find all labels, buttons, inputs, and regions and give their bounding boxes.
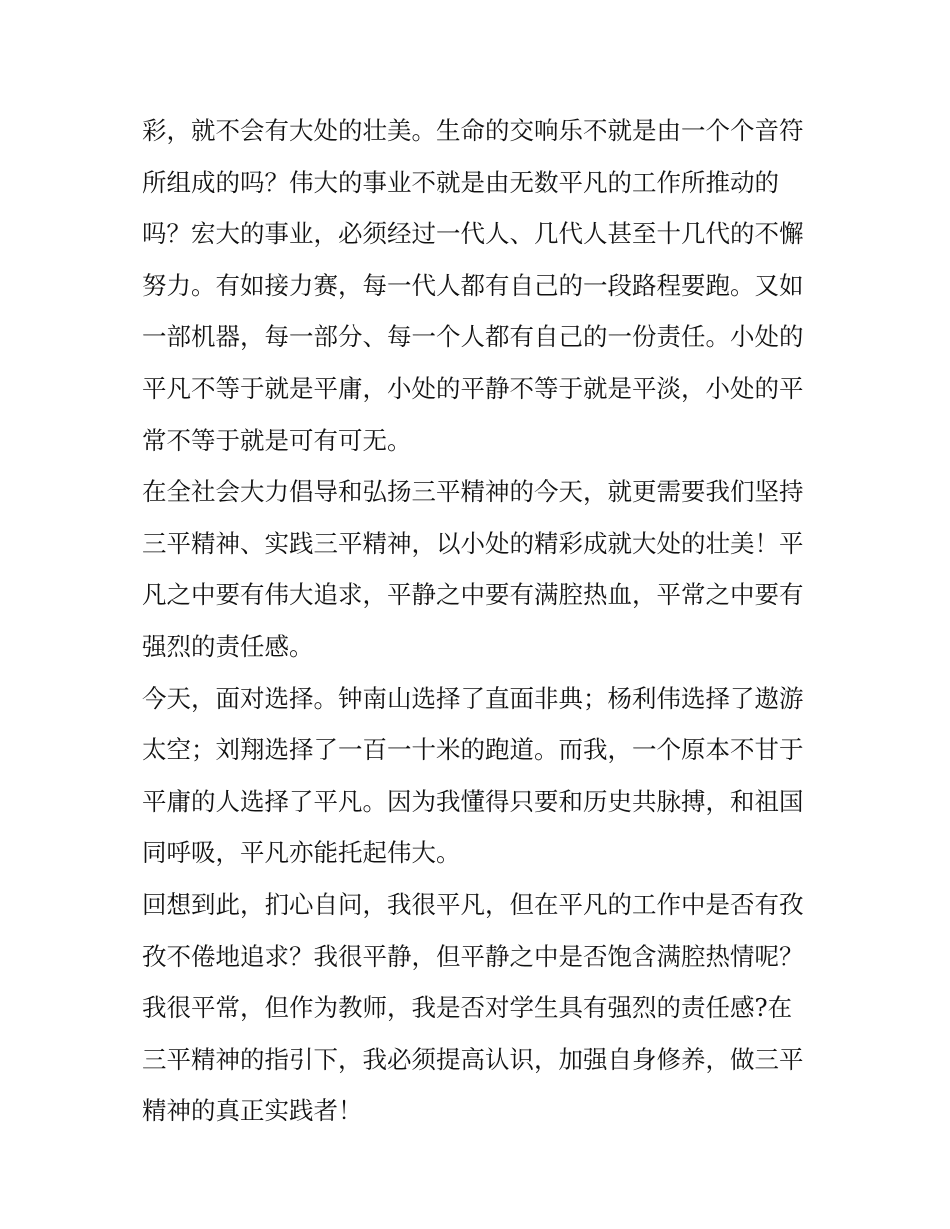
text-line: 太空；刘翔选择了一百一十米的跑道。而我，一个原本不甘于	[142, 735, 804, 765]
text-line: 凡之中要有伟大追求，平静之中要有满腔热血，平常之中要有	[142, 580, 804, 610]
text-line: 平庸的人选择了平凡。因为我懂得只要和历史共脉搏，和祖国	[142, 786, 804, 816]
text-line: 努力。有如接力赛，每一代人都有自己的一段路程要跑。又如	[142, 270, 804, 300]
text-line: 三平精神的指引下，我必须提高认识，加强自身修养，做三平	[142, 1044, 804, 1074]
text-line: 强烈的责任感。	[142, 631, 314, 661]
text-line: 吗？宏大的事业，必须经过一代人、几代人甚至十几代的不懈	[142, 219, 804, 249]
document-body-text	[142, 105, 822, 1137]
text-line: 三平精神、实践三平精神，以小处的精彩成就大处的壮美！平	[142, 528, 804, 558]
text-line: 今天，面对选择。钟南山选择了直面非典；杨利伟选择了遨游	[142, 683, 804, 713]
text-line: 我很平常，但作为教师，我是否对学生具有强烈的责任感?在	[142, 993, 793, 1023]
text-line: 一部机器，每一部分、每一个人都有自己的一份责任。小处的	[142, 322, 804, 352]
text-line: 回想到此，扪心自问，我很平凡，但在平凡的工作中是否有孜	[142, 889, 804, 919]
text-line: 精神的真正实践者！	[142, 1096, 363, 1126]
text-line: 同呼吸，平凡亦能托起伟大。	[142, 838, 461, 868]
text-line: 孜不倦地追求？我很平静，但平静之中是否饱含满腔热情呢？	[142, 941, 804, 971]
text-line: 彩，就不会有大处的壮美。生命的交响乐不就是由一个个音符	[142, 116, 804, 145]
text-line: 所组成的吗？伟大的事业不就是由无数平凡的工作所推动的	[142, 167, 779, 197]
text-line: 平凡不等于就是平庸，小处的平静不等于就是平淡，小处的平	[142, 373, 804, 403]
text-line: 常不等于就是可有可无。	[142, 425, 412, 455]
text-line: 在全社会大力倡导和弘扬三平精神的今天，就更需要我们坚持	[142, 477, 804, 507]
